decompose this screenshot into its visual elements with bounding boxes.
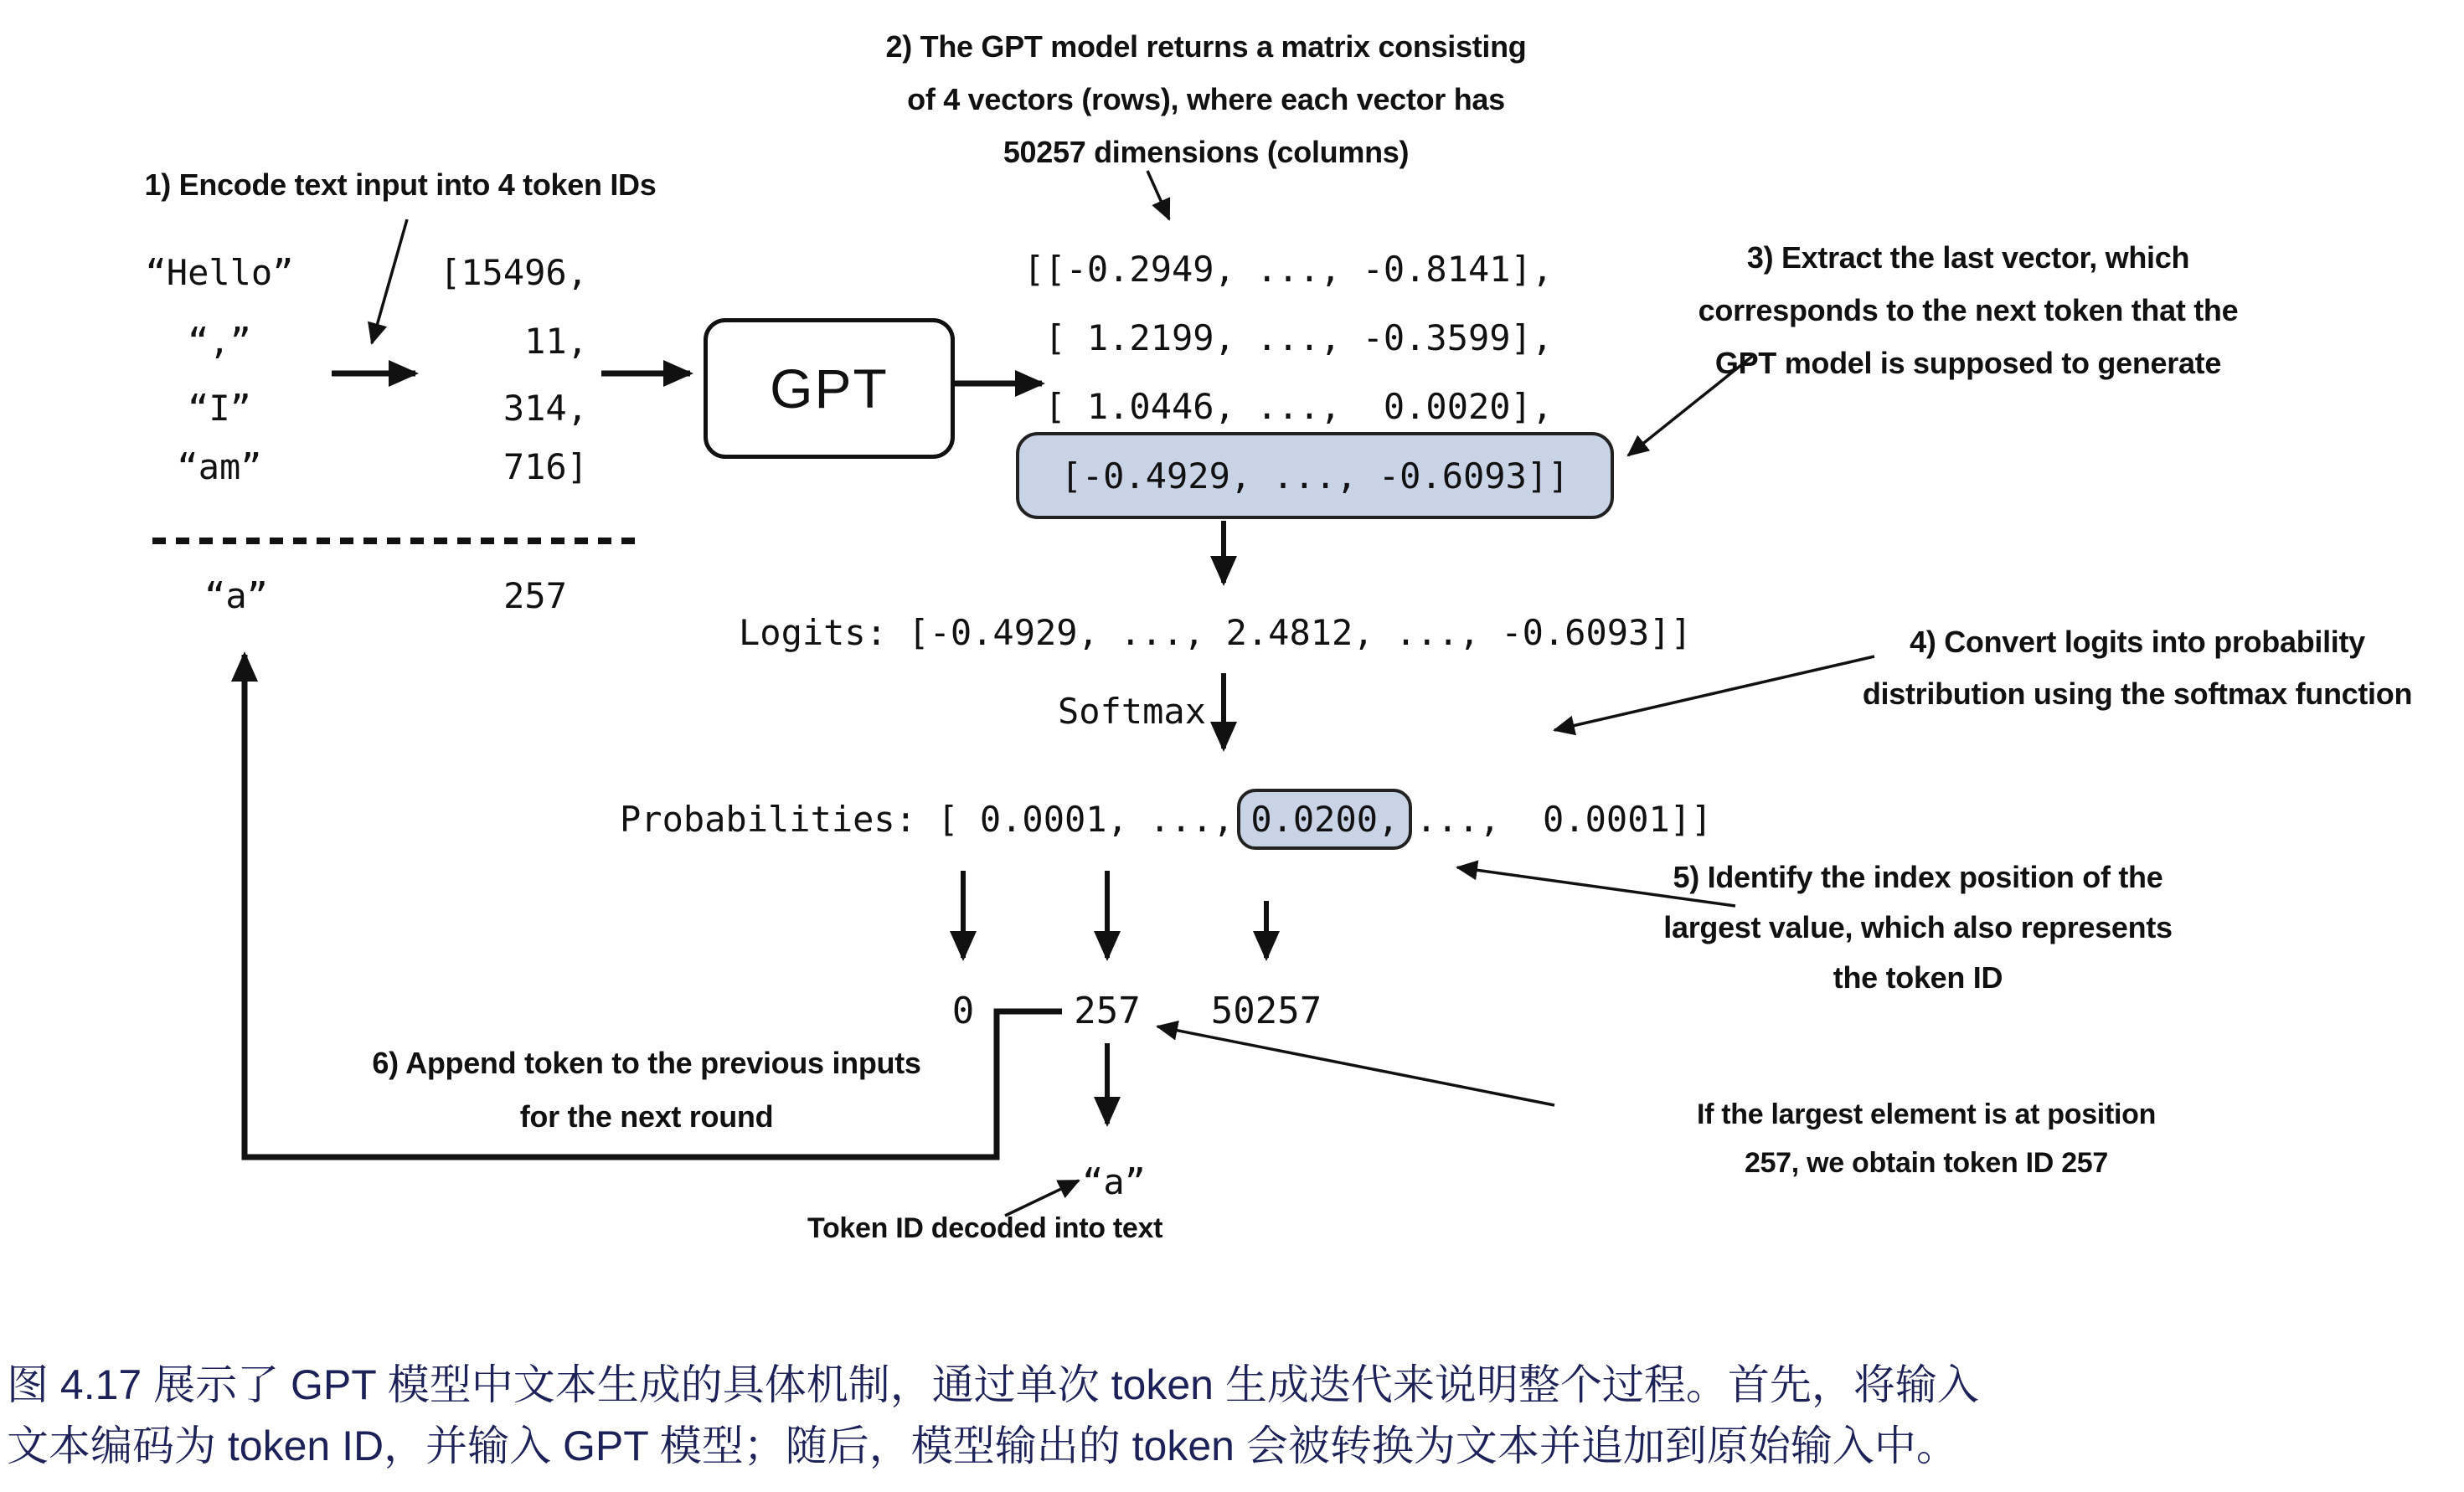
softmax-label: Softmax — [1058, 691, 1207, 732]
index-selected-token-id: 257 — [1074, 990, 1141, 1032]
matrix-row: [[-0.2949, ..., -0.8141], — [1023, 249, 1554, 290]
token-id-716: 716] — [503, 446, 588, 487]
step5-annotation — [1663, 852, 2172, 1003]
step2-line: of 4 vectors (rows), where each vector has — [907, 82, 1505, 116]
largest-element-note — [1697, 1090, 2156, 1187]
index-first: 0 — [951, 990, 975, 1032]
input-token-am: “am” — [177, 446, 262, 487]
step2-annotation — [886, 20, 1527, 178]
step4-line: 4) Convert logits into probability — [1910, 625, 2365, 659]
probabilities-line — [620, 784, 1712, 854]
figure-caption-line: 图 4.17 展示了 GPT 模型中文本生成的具体机制，通过单次 token 生成迭代来说明整个过程。首先，将输入 — [7, 1361, 1979, 1408]
logits-line: Logits: [-0.4929, ..., 2.4812, ..., -0.6093]] — [739, 612, 1692, 653]
decoded-token-text: “a” — [1082, 1161, 1146, 1202]
input-token-i: “I” — [188, 388, 251, 429]
step6-line: for the next round — [519, 1099, 774, 1134]
step5-line: 5) Identify the index position of the — [1673, 860, 2163, 894]
matrix-row: [ 1.0446, ..., 0.0020], — [1023, 386, 1554, 427]
largest-element-line: 257, we obtain token ID 257 — [1744, 1147, 2109, 1179]
step6-line: 6) Append token to the previous inputs — [372, 1046, 921, 1080]
step4-annotation — [1863, 616, 2412, 720]
step5-line: the token ID — [1833, 960, 2003, 995]
decoded-note — [807, 1202, 1162, 1254]
arrow-step1-pointer — [372, 219, 407, 343]
step3-line: corresponds to the next token that the — [1698, 293, 2239, 327]
matrix-highlighted-row-box — [1016, 432, 1614, 519]
matrix-highlighted-row: [-0.4929, ..., -0.6093]] — [1060, 455, 1570, 496]
step3-line: GPT model is supposed to generate — [1714, 346, 2222, 380]
token-id-314: 314, — [503, 388, 588, 429]
appended-token-id: 257 — [503, 575, 567, 616]
decoded-note-label: Token ID decoded into text — [807, 1212, 1163, 1244]
step3-line: 3) Extract the last vector, which — [1746, 240, 2190, 275]
matrix-row: [ 1.2199, ..., -0.3599], — [1023, 317, 1554, 358]
probabilities-suffix: ..., 0.0001]] — [1415, 798, 1713, 840]
step2-line: 50257 dimensions (columns) — [1003, 135, 1410, 169]
figure-caption — [7, 1355, 1979, 1477]
index-last: 50257 — [1210, 990, 1322, 1032]
step1-line: 1) Encode text input into 4 token IDs — [144, 167, 657, 202]
step2-line: 2) The GPT model returns a matrix consisting — [885, 29, 1527, 64]
probabilities-prefix: Probabilities: [ 0.0001, ..., — [620, 798, 1235, 840]
input-token-comma: “,” — [188, 321, 251, 362]
step4-line: distribution using the softmax function — [1862, 677, 2413, 711]
token-id-11: 11, — [524, 321, 588, 362]
arrow-step4-pointer — [1554, 656, 1874, 730]
gpt-model-label: GPT — [770, 358, 889, 419]
gpt-model-box — [704, 318, 955, 459]
largest-element-line: If the largest element is at position — [1696, 1098, 2157, 1130]
probability-highlighted-value: 0.0200, — [1237, 789, 1412, 850]
arrow-largest-element-pointer — [1157, 1026, 1554, 1105]
appended-token-text: “a” — [204, 575, 268, 616]
input-token-hello: “Hello” — [145, 252, 294, 293]
figure-caption-line: 文本编码为 token ID，并输入 GPT 模型；随后，模型输出的 token 会被转换为文本并追加到原始输入中。 — [7, 1423, 1958, 1469]
step3-annotation — [1699, 231, 2239, 389]
token-id-15496: [15496, — [439, 252, 588, 293]
step1-annotation — [145, 159, 657, 211]
step5-line: largest value, which also represents — [1663, 910, 2173, 944]
step6-annotation — [372, 1037, 920, 1144]
